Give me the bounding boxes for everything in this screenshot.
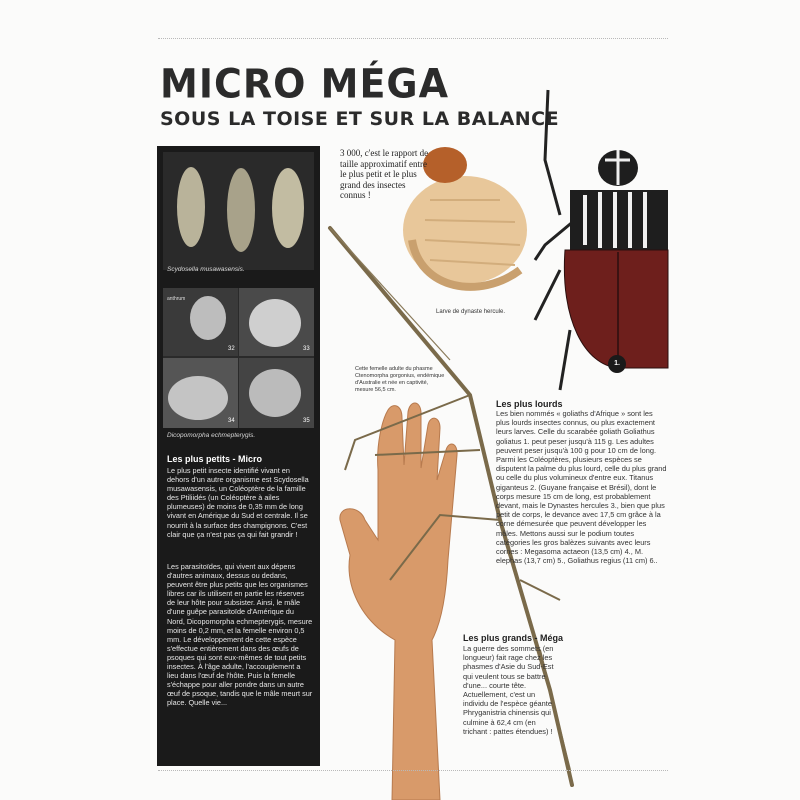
largest-text: La guerre des sommets (en longueur) fait rage chez les phasmes d'Asie du Sud-Est qui veulent tous se battre d'une... courte tête. Actuellement, c'est un individu de l'espèce géante Phryganistria chinensis qui culmine à 62,4 cm (en trichant : pattes étendues) ! [463, 644, 554, 736]
phasme-caption: Cette femelle adulte du phasme Ctenomorpha gorgonius, endémique d'Australie et née en captivité, mesure 56,5 cm. [355, 366, 445, 393]
micro-label-34: 34 [228, 418, 235, 424]
dicopomorpha-micrograph [163, 288, 314, 428]
page-title: MICRO MÉGA [160, 60, 450, 108]
goliath-beetle-photo [535, 90, 668, 390]
page-subtitle: SOUS LA TOISE ET SUR LA BALANCE [160, 108, 560, 130]
heaviest-heading: Les plus lourds [496, 399, 563, 409]
micro-paragraph-1: Le plus petit insecte identifié vivant en dehors d'un autre organisme est Scydosella musawasensis, un Coléoptère de la famille des Ptiliidés (un Coléoptère à ailes plumeuses) de moins de 0,35 mm de long vivant en Amérique du Sud et centrale. Il se nourrit à la surface des champignons. C'est clair que ça n'est pas ça qui fait grandir ! [167, 466, 309, 539]
stick-insect-leg-4 [520, 580, 560, 600]
bottom-dotted-rule [158, 770, 668, 771]
largest-heading: Les plus grands - Méga [463, 633, 564, 643]
micro-heading: Les plus petits - Micro [167, 454, 263, 464]
micro-sidebar [157, 146, 320, 766]
micro-top-label: anthrum [167, 296, 186, 302]
micrograph1-caption: Scydosella musawasensis. [167, 266, 245, 273]
micro-label-33: 33 [303, 346, 310, 352]
micrograph2-caption: Dicopomorpha echmepterygis. [167, 432, 256, 439]
intro-text: 3 000, c'est le rapport de taille approximatif entre le plus petit et le plus grand des insectes connus ! [340, 148, 429, 200]
heaviest-text: Les bien nommés « goliaths d'Afrique » sont les plus lourds insectes connus, ou plus exactement leurs larves. Celle du scarabée goliath Goliathus goliatus 1. peut peser jusqu'à 115 g. Les adultes peuvent peser jusqu'à 100 g pour 10 cm de long. Parmi les Coléoptères, plusieurs espèces se disputent la palme du plus lourd, celle du plus grand ou celle du plus volumineux d'entre eux. Titanus giganteus 2. (Guyane française et Brésil), dont le corps mesure 15 cm de long, est probablement devant, mais le Dynastes hercules 3., bien que plus petit de corps, le devance avec 17,5 cm grâce à la corne démesurée que peuvent développer les mâles. Mettons aussi sur le podium toutes catégories les gros balèzes suivants avec leurs cornes : Megasoma actaeon (13,5 cm) 4., M. elephas (13,7 cm) 5., Goliathus regius (11 cm) 6.. [496, 409, 667, 566]
micro-label-35: 35 [303, 418, 310, 424]
arm-photo [340, 403, 457, 800]
beetle-number-badge: 1. [608, 355, 626, 373]
scydosella-micrograph [163, 152, 314, 270]
micro-paragraph-2: Les parasitoïdes, qui vivent aux dépens d'autres animaux, dessus ou dedans, peuvent être plus petits que les organismes libres car ils utilisent en partie les réserves de leur hôte pour subsister. Ainsi, le mâle d'une guêpe parasitoïde d'Amérique du Nord, Dicopomorpha echmepterygis, mesure moins de 0,2 mm, et la femelle environ 0,5 mm. Le développement de cette espèce s'effectue entièrement dans des œufs de psoques qui sont eux-mêmes de tout petits insectes. À l'âge adulte, l'accouplement a lieu dans l'œuf de l'hôte. Puis la femelle s'échappe pour aller pondre dans un autre œuf de psoque, tandis que le mâle meurt sur place. Quelle vie... [167, 562, 313, 708]
larva-caption: Larve de dynaste hercule. [436, 309, 506, 315]
micro-label-32: 32 [228, 346, 235, 352]
